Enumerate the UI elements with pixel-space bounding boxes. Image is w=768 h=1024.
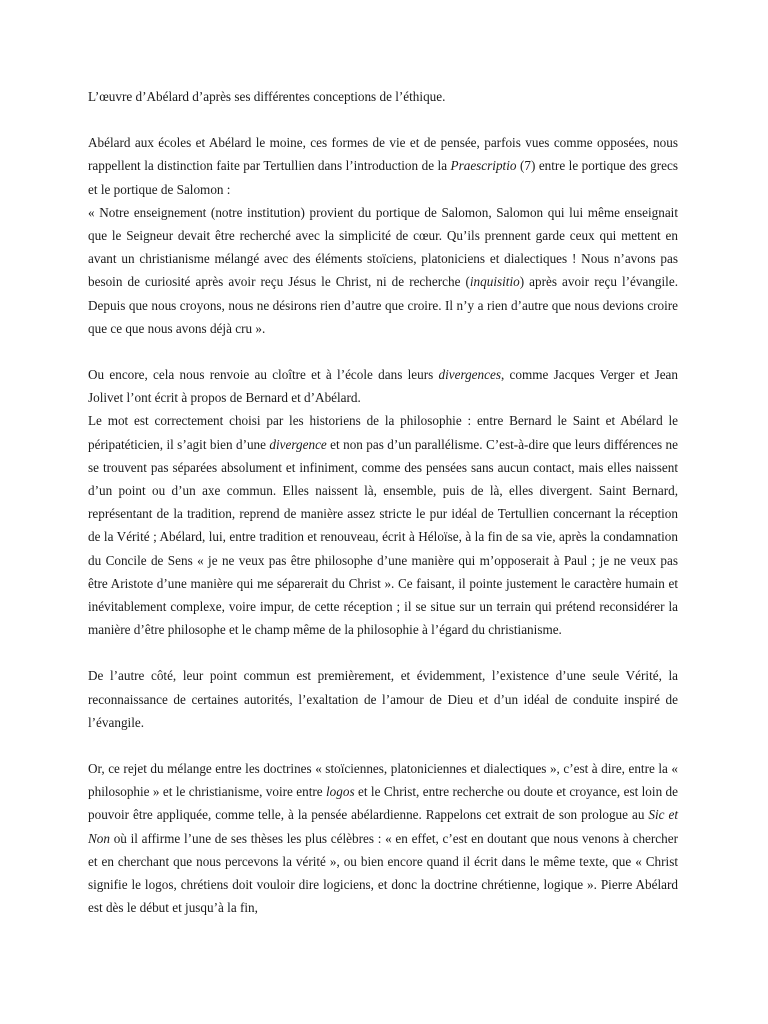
paragraph-1-quote — [88, 201, 678, 340]
text-run: « Notre enseignement (notre institution) provient du portique de Salomon, Salomon qui lui même enseignait que le Seigneur devait être recherché avec la simplicité de cœur. Qu’ils prennent garde ceux qui mettent en avant un christianisme mélangé avec des éléments stoïciens, platoniciens et dialectiques ! Nous n’avons pas besoin de curiosité après avoir reçu Jésus le Christ, ni de recherche ( — [88, 204, 678, 290]
italic-term: divergences — [438, 367, 501, 383]
text-run: , comme Jacques Verger et Jean Jolivet l’ont écrit à propos de Bernard et d’Abélard. — [88, 367, 678, 406]
paragraph-3 — [88, 664, 678, 734]
paragraph-4 — [88, 757, 678, 919]
paragraph-1 — [88, 131, 678, 340]
italic-term: logos — [326, 784, 355, 800]
italic-term: inquisitio — [469, 274, 520, 290]
text-run: Le mot est correctement choisi par les historiens de la philosophie : entre Bernard le Saint et Abélard le péripatéticien, il s’agit bien d’une — [88, 413, 678, 452]
text-run: ) après avoir reçu l’évangile. Depuis que nous croyons, nous ne désirons rien d’autre que croire. Il n’y a rien d’autre que nous devions croire que ce que nous avons déjà cru ». — [88, 274, 678, 336]
text-run: Abélard aux écoles et Abélard le moine, ces formes de vie et de pensée, parfois vues comme opposées, nous rappellent la distinction faite par Tertullien dans l’introduction de la — [88, 135, 678, 174]
italic-title: Praescriptio — [450, 158, 517, 174]
paragraph-2-body — [88, 409, 678, 641]
paragraph-2 — [88, 363, 678, 641]
text-run: Ou encore, cela nous renvoie au cloître et à l’école dans leurs — [88, 367, 439, 383]
italic-term: divergence — [269, 436, 327, 452]
paragraph-3-text: De l’autre côté, leur point commun est premièrement, et évidemment, l’existence d’une seule Vérité, la reconnaissance de certaines autorités, l’exaltation de l’amour de Dieu et d’un idéal de conduite inspiré de l’évangile. — [88, 668, 678, 730]
text-run: Or, ce rejet du mélange entre les doctrines « stoïciennes, platoniciennes et dialectiques », c’est à dire, entre la « philosophie » et le christianisme, voire entre — [88, 761, 678, 800]
text-run: et non pas d’un parallélisme. C’est-à-dire que leurs différences ne se trouvent pas séparées absolument et infiniment, comme des pensées sans aucun contact, mais elles naissent d’un point ou d’un axe commun. Elles naissent là, ensemble, puis de là, elles divergent. Saint Bernard, représentant de la tradition, reprend de manière assez stricte le pur idéal de Tertullien concernant la réception de la Vérité ; Abélard, lui, entre tradition et renouveau, écrit à Héloïse, à la fin de sa vie, après la condamnation du Concile de Sens « je ne veux pas être philosophe d’une manière qui m’opposerait à Paul ; je ne veux pas être Aristote d’une manière qui me séparerait du Christ ». Ce faisant, il pointe justement le caractère humain et inévitablement complexe, voire impur, de cette réception ; il se situe sur un terrain qui prétend reconsidérer la manière d’être philosophe et le champ même de la philosophie à l’égard du christianisme. — [88, 436, 678, 638]
text-run: et le Christ, entre recherche ou doute et croyance, est loin de pouvoir être appliquée, comme telle, à la pensée abélardienne. Rappelons cet extrait de son prologue au — [88, 784, 679, 823]
text-run: (7) entre le portique des grecs et le portique de Salomon : — [88, 158, 678, 197]
document-page — [88, 85, 678, 943]
italic-title: Sic et Non — [88, 807, 678, 846]
paragraph-1-intro — [88, 131, 678, 201]
paragraph-4-text — [88, 757, 678, 919]
document-title: L’œuvre d’Abélard d’après ses différentes conceptions de l’éthique. — [88, 89, 446, 104]
text-run: où il affirme l’une de ses thèses les plus célèbres : « en effet, c’est en doutant que nous venons à chercher et en cherchant que nous percevons la vérité », ou bien encore quand il écrit dans le même texte, que « Christ signifie le logos, chrétiens doit vouloir dire logiciens, et donc la doctrine chrétienne, logique ». Pierre Abélard est dès le début et jusqu’à la fin, — [88, 830, 678, 916]
paragraph-2-intro — [88, 363, 678, 409]
